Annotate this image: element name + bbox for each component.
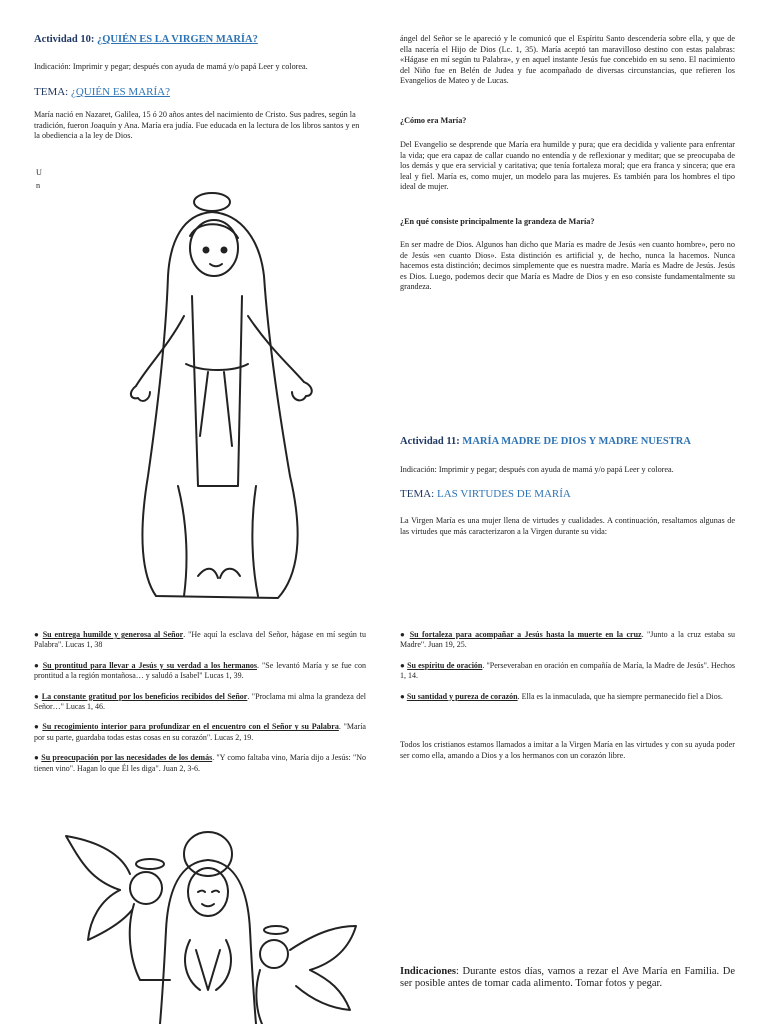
list-item: ● Su recogimiento interior para profundizar en el encuentro con el Señor y su Palabra. "María por su parte, guardaba todas estas cosas en su corazón". Lucas 2, 19. <box>34 722 366 742</box>
tema-label: TEMA: <box>34 86 69 98</box>
virtue-title: La constante gratitud por los beneficios recibidos del Señor <box>41 691 248 701</box>
mary-with-angels-illustration <box>60 830 360 1024</box>
answer-text: En ser madre de Dios. Algunos han dicho que María es madre de Jesús «en cuanto hombre», pero no de Jesús «en cuanto Dios». Esta distinción es artificial y, de hecho, nunca la hacemos. Nunca hacemos esta distinción; decimos simplemente que es nuestra madre. María es Madre de Jesús. Jesús es Dios. Luego, podemos decir que María es Madre de Dios y en eso consiste fundamentalmente su grandeza. <box>400 240 735 291</box>
virgin-mary-illustration <box>128 186 318 606</box>
virtue-text: . "Perseveraban en oración en compañía de María, la Madre de Jesús". Hechos 1, 14. <box>400 660 735 681</box>
activity-11-indication <box>400 465 735 476</box>
indication-text: Indicación: Imprimir y pegar; después con ayuda de mamá y/o papá Leer y colorea. <box>400 465 674 474</box>
virtues-intro <box>400 516 735 537</box>
indicaciones-text: : Durante estos días, vamos a rezar el Ave María en Familia. De ser posible antes de tomar cada alimento. Tomar fotos y pegar. <box>400 966 735 990</box>
question-2 <box>400 217 735 226</box>
virtues-intro-text: La Virgen María es una mujer llena de virtudes y cualidades. A continuación, resaltamos algunas de las virtudes que más caracterizaron a la Virgen durante su vida: <box>400 516 735 536</box>
indicaciones-label: Indicaciones <box>400 966 457 977</box>
activity-label: Actividad 11: <box>400 436 460 447</box>
continuation-text: ángel del Señor se le apareció y le comunicó que el Espíritu Santo descendería sobre ella, y que de ella nacería el Hijo de Dios (Lc. 1, 35). María aceptó tan maravilloso destino con estas palabras: «Hágase en mí según tu Palabra», y en aquel instante Jesús fue concebido en su seno. El nacimiento del Niño fue en Belén de Judea y fue acompañado de diversas circunstancias, que refieren los Evangelios de Mateo y de Lucas. <box>400 34 735 85</box>
answer-1 <box>400 140 735 193</box>
tema-title: LAS VIRTUDES DE MARÍA <box>436 488 571 500</box>
activity-10-heading <box>34 34 364 45</box>
activity-label: Actividad 10: <box>34 34 95 45</box>
activity-title: MARÍA MADRE DE DIOS Y MADRE NUESTRA <box>462 436 691 447</box>
virtue-text: . "Y como faltaba vino, María dijo a Jesús: "No tienen vino". Hagan lo que Él les diga". Juan 2, 3-6. <box>34 753 367 773</box>
tema-heading-right <box>400 488 735 500</box>
tema-title: ¿QUIÉN ES MARÍA? <box>70 86 170 98</box>
answer-text: Del Evangelio se desprende que María era humilde y pura; que era decidida y valiente para enfrentar la vida; que era capaz de callar cuando no entendía y de reflexionar y meditar; que se preocupaba de los demás y que era servicial y caritativa; que tenía fortaleza moral; que era franca y sincera; que era leal y fiel. María es, como mujer, un modelo para las mujeres. Es también para los hombres el tipo ideal de mujer. <box>400 140 735 191</box>
stray-letter-n: n <box>36 181 41 190</box>
left-virtues-list <box>34 630 366 784</box>
tema-label: TEMA: <box>400 488 435 500</box>
virtue-title: Su santidad y pureza de corazón <box>406 691 518 701</box>
list-item: ● Su espíritu de oración. "Perseveraban en oración en compañía de María, la Madre de Jesús". Hechos 1, 14. <box>400 660 735 681</box>
activity-10-indication <box>34 62 364 73</box>
activity-11-heading <box>400 436 735 447</box>
virtue-text: . "He aquí la esclava del Señor, hágase en mí según tu Palabra". Lucas 1, 38 <box>34 630 366 650</box>
tema-heading-left <box>34 86 364 98</box>
activity-title: ¿QUIÉN ES LA VIRGEN MARÍA? <box>97 34 258 45</box>
list-item: ● La constante gratitud por los beneficios recibidos del Señor. "Proclama mi alma la grandeza del Señor…" Lucas 1, 46. <box>34 691 366 711</box>
list-item: ● Su preocupación por las necesidades de los demás. "Y como faltaba vino, María dijo a Jesús: "No tienen vino". Hagan lo que Él les diga". Juan 2, 3-6. <box>34 753 367 773</box>
list-item: ● Su fortaleza para acompañar a Jesús hasta la muerte en la cruz. "Junto a la cruz estaba su Madre". Juan 19, 25. <box>400 630 735 650</box>
continuation-paragraph <box>400 34 735 87</box>
virtue-title: Su preocupación por las necesidades de los demás <box>41 753 213 763</box>
list-item: ● Su santidad y pureza de corazón. Ella es la inmaculada, que ha siempre permanecido fiel a Dios. <box>400 691 723 701</box>
intro-paragraph <box>34 110 364 142</box>
todos-paragraph <box>400 740 735 761</box>
question-text: ¿En qué consiste principalmente la grandeza de María? <box>400 217 595 226</box>
indicaciones-box <box>400 966 735 990</box>
stray-letter-u: U <box>36 168 42 177</box>
intro-text: María nació en Nazaret, Galilea, 15 ó 20 años antes del nacimiento de Cristo. Sus padres, según la tradición, fueron Joaquín y Ana. María era judía. Fue educada en la lectura de los libros santos y en la obediencia a la ley de Dios. <box>34 110 360 140</box>
virtue-title: Su fortaleza para acompañar a Jesús hasta la muerte en la cruz <box>409 630 642 639</box>
list-item: ● Su entrega humilde y generosa al Señor. "He aquí la esclava del Señor, hágase en mí según tu Palabra". Lucas 1, 38 <box>34 630 366 650</box>
virtue-text: . "María por su parte, guardaba todas estas cosas en su corazón". Lucas 2, 19. <box>34 722 366 742</box>
virtue-text: . Ella es la inmaculada, que ha siempre permanecido fiel a Dios. <box>517 691 723 701</box>
virtue-title: Su recogimiento interior para profundizar en el encuentro con el Señor y su Palabra <box>42 722 339 732</box>
answer-2 <box>400 240 735 293</box>
virtue-title: Su entrega humilde y generosa al Señor <box>42 630 184 639</box>
question-1 <box>400 116 735 125</box>
virtue-title: Su prontitud para llevar a Jesús y su verdad a los hermanos <box>42 660 258 670</box>
virtue-text: . "Proclama mi alma la grandeza del Señor…" Lucas 1, 46. <box>34 691 366 711</box>
indication-text: Indicación: Imprimir y pegar; después con ayuda de mamá y/o papá Leer y colorea. <box>34 62 308 71</box>
todos-text: Todos los cristianos estamos llamados a imitar a la Virgen María en las virtudes y con su ayuda poder ser como ella, amando a Dios y a los hermanos con un corazón libre. <box>400 740 735 760</box>
virtue-text: . "Se levantó María y se fue con prontitud a la región montañosa… y saludó a Isabel" Lucas 1, 39. <box>34 660 366 681</box>
right-virtues-list <box>400 630 735 712</box>
list-item: ● Su prontitud para llevar a Jesús y su verdad a los hermanos. "Se levantó María y se fue con prontitud a la región montañosa… y saludó a Isabel" Lucas 1, 39. <box>34 660 366 681</box>
virtue-title: Su espíritu de oración <box>407 660 483 670</box>
virtue-text: . "Junto a la cruz estaba su Madre". Juan 19, 25. <box>400 630 735 650</box>
question-text: ¿Cómo era María? <box>400 116 467 125</box>
